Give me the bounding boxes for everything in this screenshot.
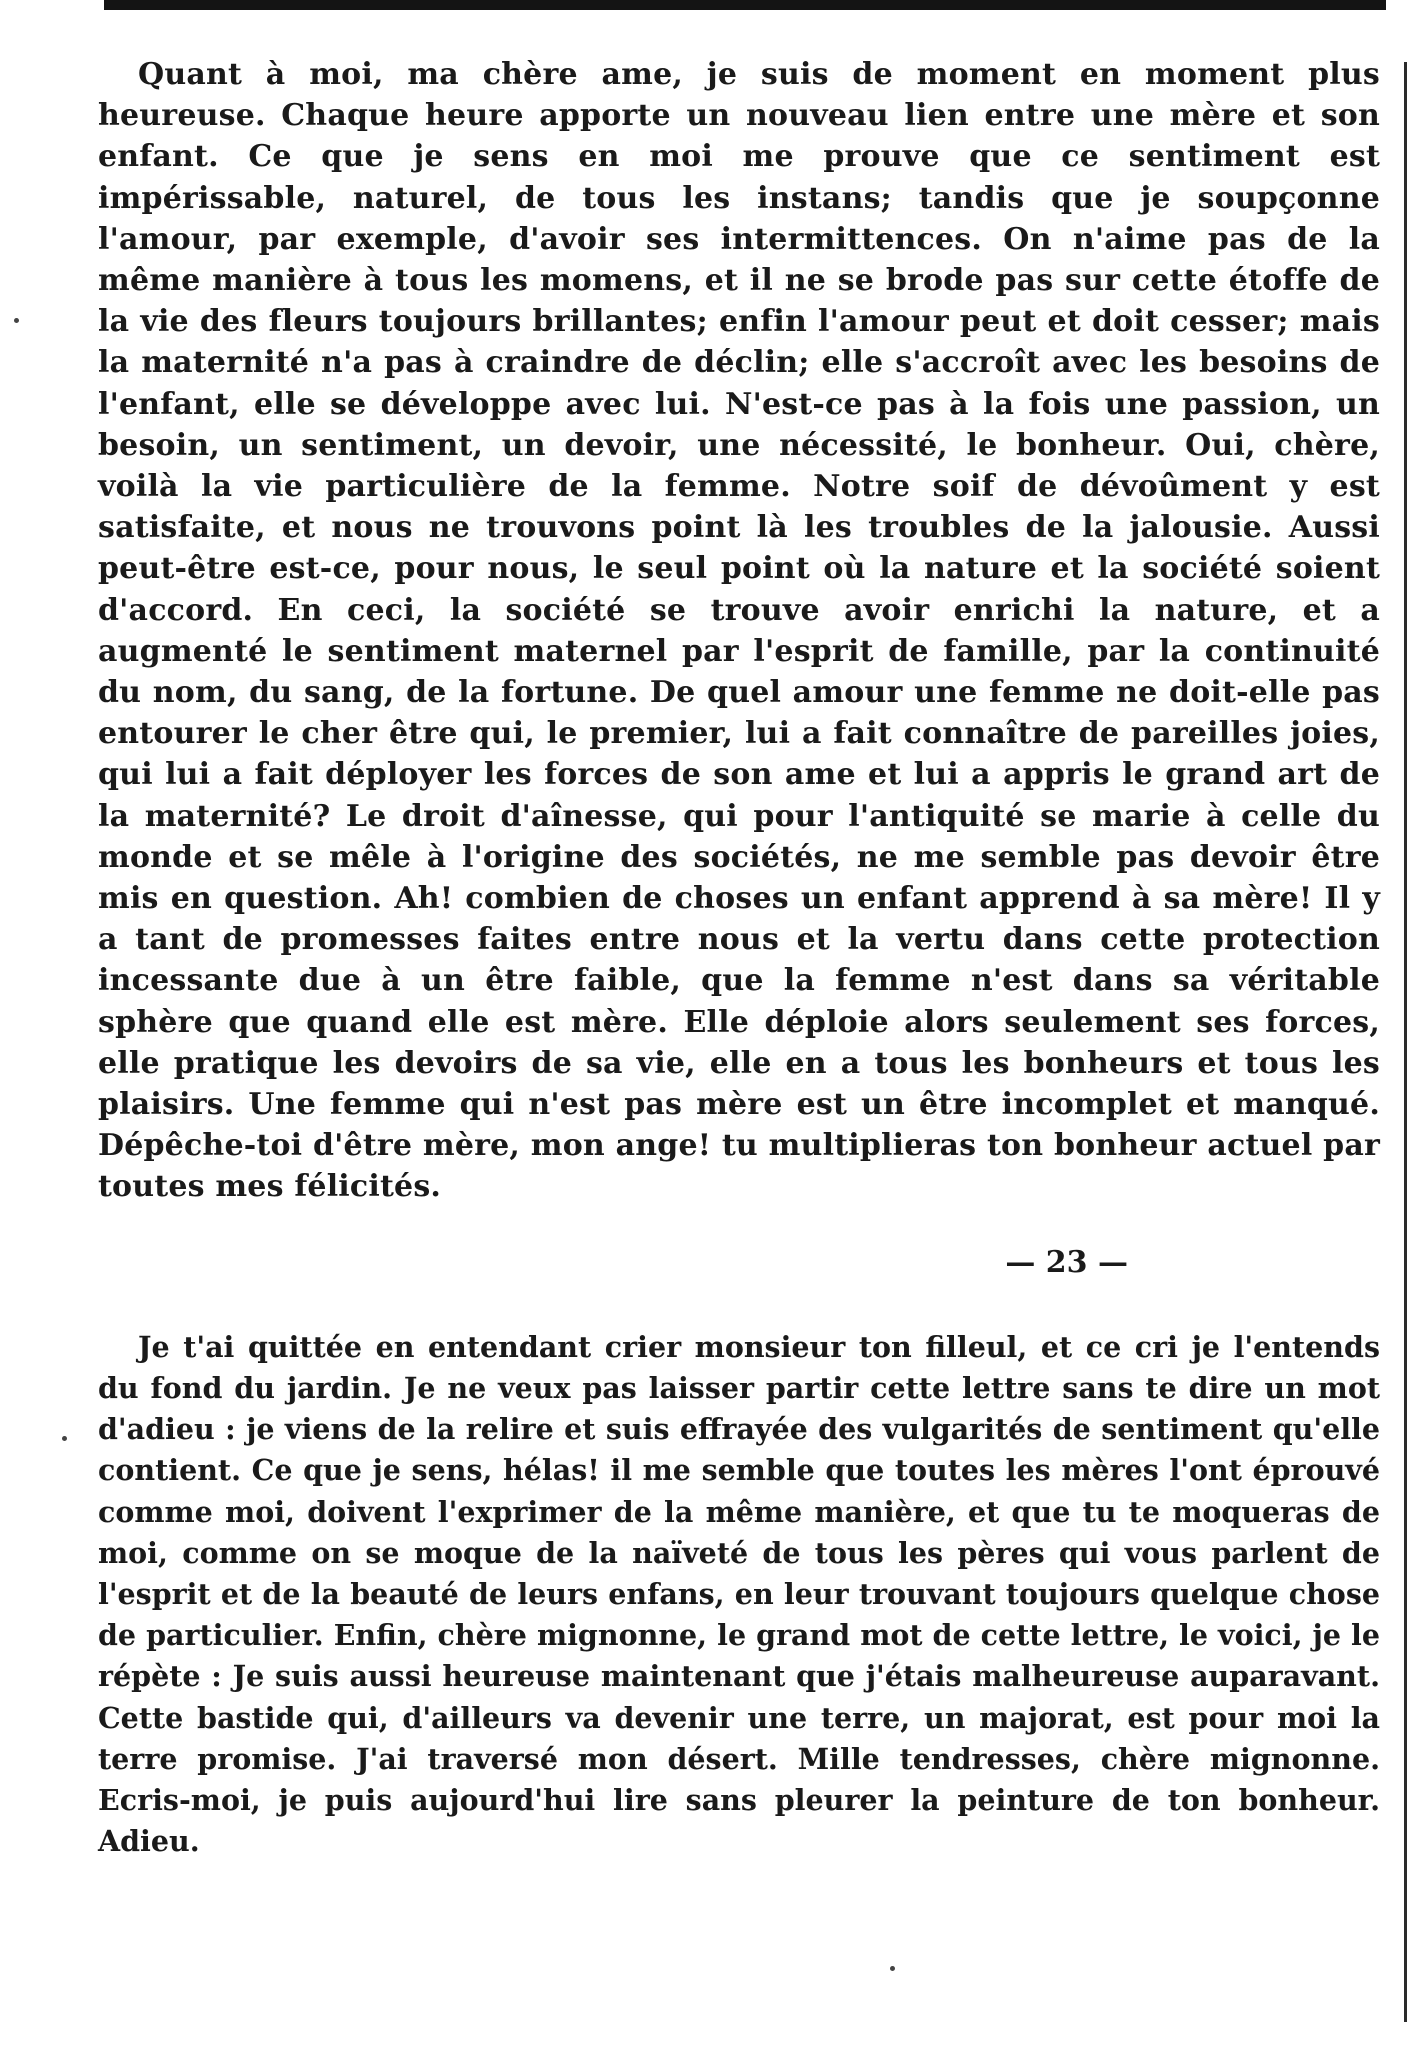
top-rule (104, 0, 1386, 10)
margin-speck (14, 318, 19, 323)
margin-speck (890, 1966, 895, 1971)
margin-speck (62, 1436, 67, 1441)
article-body (98, 54, 1380, 1862)
paragraph-second: Je t'ai quittée en entendant crier monsieur ton filleul, et ce cri je l'entends du fond du jardin. Je ne veux pas laisser partir cette lettre sans te dire un mot d'adieu : je viens de la relire et suis effrayée des vulgarités de sentiment qu'elle contient. Ce que je sens, hélas! il me semble que toutes les mères l'ont éprouvé comme moi, doivent l'exprimer de la même manière, et que tu te moqueras de moi, comme on se moque de la naïveté de tous les pères qui vous parlent de l'esprit et de la beauté de leurs enfans, en leur trouvant toujours quelque chose de particulier. Enfin, chère mignonne, le grand mot de cette lettre, le voici, je le répète : Je suis aussi heureuse maintenant que j'étais malheureuse auparavant. Cette bastide qui, d'ailleurs va devenir une terre, un majorat, est pour moi la terre promise. J'ai traversé mon désert. Mille tendresses, chère mignonne. Ecris-moi, je puis aujourd'hui lire sans pleurer la peinture de ton bonheur. Adieu. (98, 1329, 1380, 1859)
right-margin-rule (1404, 62, 1407, 2022)
letter-number: — 23 — (1005, 1244, 1128, 1280)
paragraph-first: Quant à moi, ma chère ame, je suis de moment en moment plus heureuse. Chaque heure apporte un nouveau lien entre une mère et son enfant. Ce que je sens en moi me prouve que ce sentiment est impérissable, naturel, de tous les instans; tandis que je soupçonne l'amour, par exemple, d'avoir ses intermittences. On n'aime pas de la même manière à tous les momens, et il ne se brode pas sur cette étoffe de la vie des fleurs toujours brillantes; enfin l'amour peut et doit cesser; mais la maternité n'a pas à craindre de déclin; elle s'accroît avec les besoins de l'enfant, elle se développe avec lui. N'est-ce pas à la fois une passion, un besoin, un sentiment, un devoir, une nécessité, le bonheur. Oui, chère, voilà la vie particulière de la femme. Notre soif de dévoûment y est satisfaite, et nous ne trouvons point là les troubles de la jalousie. Aussi peut-être est-ce, pour nous, le seul point où la nature et la société soient d'accord. En ceci, la société se trouve avoir enrichi la nature, et a augmenté le sentiment maternel par l'esprit de famille, par la continuité du nom, du sang, de la fortune. De quel amour une femme ne doit-elle pas entourer le cher être qui, le premier, lui a fait connaître de pareilles joies, qui lui a fait déployer les forces de son ame et lui a appris le grand art de la maternité? Le droit d'aînesse, qui pour l'antiquité se marie à celle du monde et se mêle à l'origine des sociétés, ne me semble pas devoir être mis en question. Ah! combien de choses un enfant apprend à sa mère! Il y a tant de promesses faites entre nous et la vertu dans cette protection incessante due à un être faible, que la femme n'est dans sa véritable sphère que quand elle est mère. Elle déploie alors seulement ses forces, elle pratique les devoirs de sa vie, elle en a tous les bonheurs et tous les plaisirs. Une femme qui n'est pas mère est un être incomplet et manqué. Dépêche-toi d'être mère, mon ange! tu multiplieras ton bonheur actuel par toutes mes félicités. (98, 57, 1380, 1205)
